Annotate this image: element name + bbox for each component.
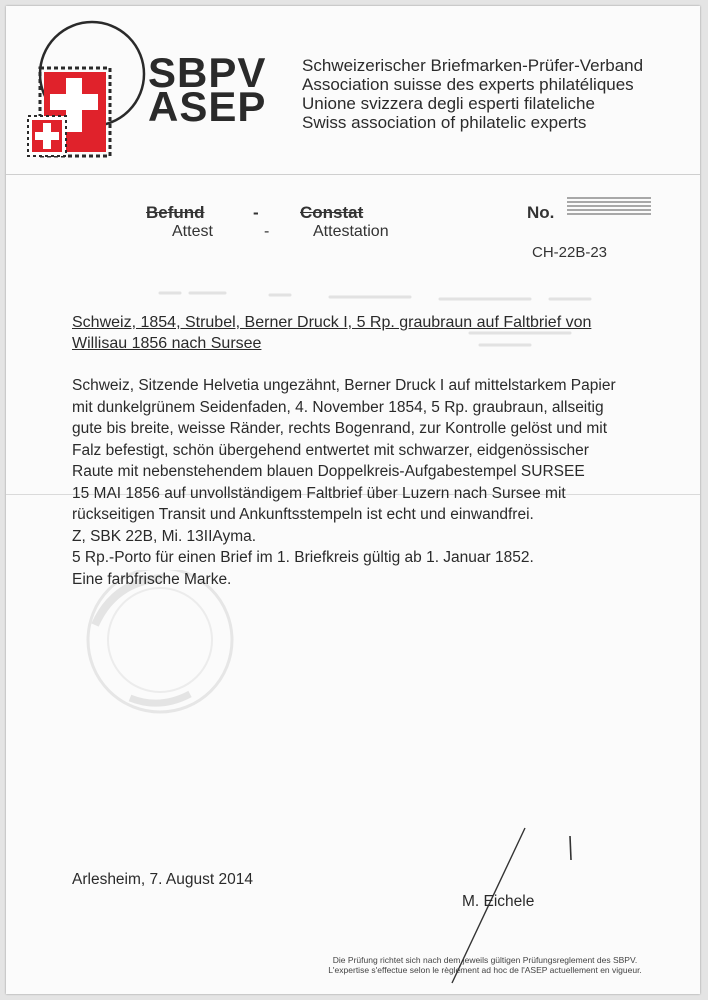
description-line: Raute mit nebenstehendem blauen Doppelkreis-Aufgabestempel SURSEE <box>72 463 585 480</box>
description-line: rückseitigen Transit und Ankunftsstempeln ist echt und einwandfrei. <box>72 506 534 523</box>
fold-line <box>6 174 700 175</box>
description-line: Schweiz, Sitzende Helvetia ungezähnt, Berner Druck I auf mittelstarkem Papier <box>72 377 616 394</box>
description-line: Z, SBK 22B, Mi. 13IIAyma. <box>72 527 257 545</box>
number-label: No. <box>527 203 555 222</box>
stamp-title <box>72 312 642 354</box>
sbpv-logo-icon <box>10 16 150 166</box>
title-line: Schweiz, 1854, Strubel, Berner Druck I, 5 Rp. graubraun auf Faltbrief von <box>72 314 592 331</box>
separator: - <box>264 223 270 240</box>
description-line: 5 Rp.-Porto für einen Brief im 1. Briefkreis gültig ab 1. Januar 1852. <box>72 549 534 566</box>
description-line: 15 MAI 1856 auf unvollständigem Faltbrief über Luzern nach Sursee mit <box>72 484 566 502</box>
separator: - <box>253 203 259 222</box>
association-name: Association suisse des experts philatéliques <box>302 75 634 94</box>
number-field-lines <box>565 196 653 216</box>
footer-line: L'expertise s'effectue selon le règlement ad hoc de l'ASEP actuellement en vigueur. <box>328 965 642 975</box>
title-line: Willisau 1856 nach Sursee <box>72 335 262 352</box>
place-date: Arlesheim, 7. August 2014 <box>72 871 253 888</box>
signer-name: M. Eichele <box>462 893 535 910</box>
association-names <box>302 56 643 132</box>
association-name: Unione svizzera degli esperti filateliche <box>302 94 595 113</box>
footer-line: Die Prüfung richtet sich nach dem jeweils gültigen Prüfungsreglement des SBPV. <box>332 955 638 965</box>
certificate-number: CH-22B-23 <box>532 244 608 261</box>
footer-notice <box>300 955 670 975</box>
embossed-seal-icon <box>70 570 240 720</box>
description-line: Falz befestigt, schön übergehend entwertet mit schwarzer, eidgenössischer <box>72 441 589 459</box>
description-line: gute bis breite, weisse Ränder, rechts Bogenrand, zur Kontrolle gelöst und mit <box>72 420 608 437</box>
association-name: Swiss association of philatelic experts <box>302 113 587 132</box>
befund-label: Befund <box>146 203 205 222</box>
brand-line: ASEP <box>148 83 267 130</box>
association-name: Schweizerischer Briefmarken-Prüfer-Verband <box>302 56 644 75</box>
description-line: Eine farbfrische Marke. <box>72 570 232 588</box>
description <box>72 375 652 590</box>
constat-label: Constat <box>300 203 364 222</box>
attestation-label: Attestation <box>313 223 389 240</box>
brand-name <box>148 49 267 130</box>
attest-label: Attest <box>172 223 213 240</box>
brand-line: SBPV <box>148 49 267 96</box>
description-line: mit dunkelgrünem Seidenfaden, 4. November 1854, 5 Rp. graubraun, allseitig <box>72 398 604 416</box>
